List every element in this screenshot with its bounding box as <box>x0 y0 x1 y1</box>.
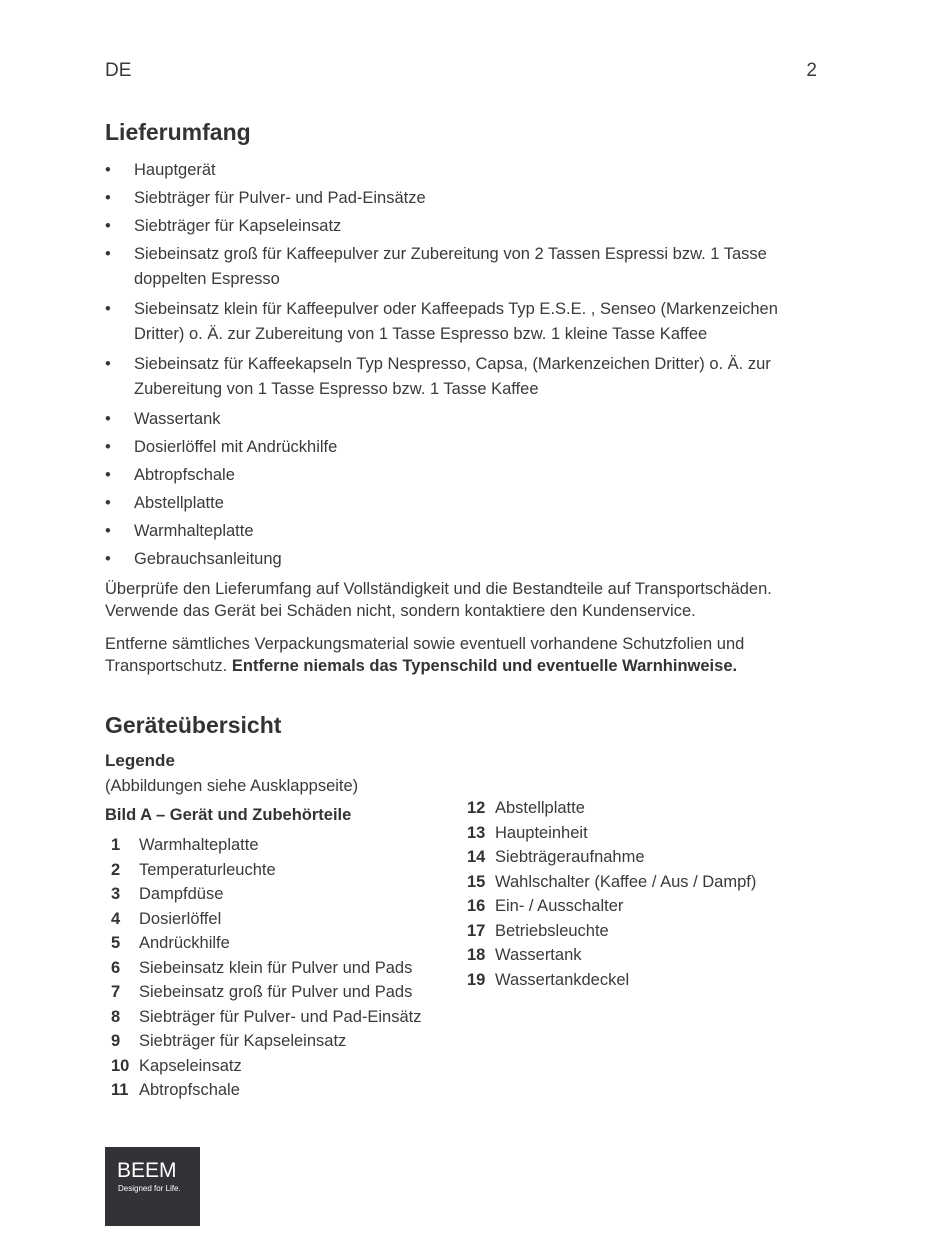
page-number: 2 <box>806 60 817 81</box>
legend-number: 1 <box>111 836 121 854</box>
list-item: • Hauptgerät <box>105 158 817 182</box>
legend-item <box>105 882 465 907</box>
legend-item <box>467 919 817 944</box>
legend-label: Siebträgeraufnahme <box>495 848 645 866</box>
legend-label: Wassertankdeckel <box>495 970 630 989</box>
legend-item <box>467 870 817 895</box>
legend-number: 3 <box>111 885 121 903</box>
beem-logo <box>105 1147 200 1226</box>
bild-a-title: Bild A – Gerät und Zubehörteile <box>105 806 352 824</box>
legend-label: Warmhalteplatte <box>139 836 259 854</box>
legend-item <box>105 956 465 981</box>
geraeteuebersicht-title: Geräteübersicht <box>105 712 282 738</box>
legend-number: 6 <box>111 958 121 977</box>
legend-label: Haupteinheit <box>495 823 588 842</box>
list-item: • Siebträger für Kapseleinsatz <box>105 214 817 238</box>
list-item: • Abstellplatte <box>105 491 817 515</box>
legend-label: Betriebsleuchte <box>495 921 609 940</box>
legend-number: 2 <box>111 860 121 879</box>
legend-number: 19 <box>467 970 486 989</box>
legend-number: 12 <box>467 799 486 817</box>
legend-number: 5 <box>111 934 121 952</box>
legend-label: Siebträger für Kapseleinsatz <box>139 1032 347 1050</box>
lieferumfang-section <box>105 120 817 677</box>
legend-number: 14 <box>467 848 486 866</box>
legend-list-left <box>105 833 465 1103</box>
legend-label: Temperaturleuchte <box>139 860 276 879</box>
list-item: • Gebrauchsanleitung <box>105 547 817 571</box>
legend-item <box>105 931 465 956</box>
legend-label: Siebeinsatz groß für Pulver und Pads <box>139 983 413 1001</box>
legend-item <box>467 796 817 821</box>
list-item: • Dosierlöffel mit Andrückhilfe <box>105 435 817 459</box>
legend-item <box>467 968 817 993</box>
legend-number: 13 <box>467 823 486 842</box>
list-item: • Abtropfschale <box>105 463 817 487</box>
logo-tagline: Designed for Life. <box>118 1184 181 1193</box>
legend-label: Siebträger für Pulver- und Pad-Einsätz <box>139 1007 422 1026</box>
legend-number: 17 <box>467 921 486 940</box>
legend-item <box>105 1054 465 1079</box>
legend-number: 18 <box>467 946 486 964</box>
legende-title: Legende <box>105 751 175 770</box>
packaging-text: Entferne sämtliches Verpackungsmaterial sowie eventuell vorhandene Schutzfolien und Transportschutz. <box>105 635 745 675</box>
legend-label: Dampfdüse <box>139 885 224 903</box>
legend-label: Ein- / Ausschalter <box>495 897 624 915</box>
check-paragraph: Überprüfe den Lieferumfang auf Vollständigkeit und die Bestandteile auf Transportschäden. Verwende das Gerät bei Schäden nicht, sondern kontaktiere den Kundenservice. <box>105 580 772 620</box>
legend-label: Abtropfschale <box>139 1081 240 1099</box>
packaging-paragraph <box>105 633 817 677</box>
legend-list-right <box>467 796 817 992</box>
legend-number: 15 <box>467 872 486 891</box>
lieferumfang-list <box>105 158 817 571</box>
legend-column-right <box>467 796 817 992</box>
legend-label: Wahlschalter (Kaffee / Aus / Dampf) <box>495 872 757 891</box>
list-item: • Wassertank <box>105 407 817 431</box>
warning-text: Entferne niemals das Typenschild und eventuelle Warnhinweise. <box>231 657 738 675</box>
legend-label: Siebeinsatz klein für Pulver und Pads <box>139 958 413 977</box>
lieferumfang-title: Lieferumfang <box>105 119 251 145</box>
legend-item <box>467 943 817 968</box>
list-item: • Siebeinsatz groß für Kaffeepulver zur Zubereitung von 2 Tassen Espressi bzw. 1 Tasse doppelten Espresso <box>105 242 817 292</box>
legend-item <box>105 980 465 1005</box>
legend-item <box>105 858 465 883</box>
list-item: • Siebeinsatz für Kaffeekapseln Typ Nespresso, Capsa, (Markenzeichen Dritter) o. Ä. zur Zubereitung von 1 Tasse Espresso bzw. 1 Tasse Kaffee <box>105 352 817 402</box>
legend-number: 4 <box>111 909 121 928</box>
legend-item <box>467 894 817 919</box>
geraeteuebersicht-section <box>105 712 817 1099</box>
legend-number: 9 <box>111 1032 121 1050</box>
legend-column-left <box>105 806 465 1103</box>
legend-label: Dosierlöffel <box>139 909 222 928</box>
legend-item <box>105 1029 465 1054</box>
legend-label: Andrückhilfe <box>139 934 230 952</box>
legend-item <box>467 845 817 870</box>
legend-label: Abstellplatte <box>495 799 585 817</box>
list-item: • Siebeinsatz klein für Kaffeepulver oder Kaffeepads Typ E.S.E. , Senseo (Markenzeichen Dritter) o. Ä. zur Zubereitung von 1 Tasse Espresso bzw. 1 kleine Tasse Kaffee <box>105 297 817 347</box>
legend-number: 11 <box>111 1081 129 1099</box>
legend-item <box>105 1005 465 1030</box>
legend-number: 16 <box>467 897 486 915</box>
list-item: • Warmhalteplatte <box>105 519 817 543</box>
legend-item <box>105 833 465 858</box>
legend-label: Kapseleinsatz <box>139 1056 242 1075</box>
legende-note: (Abbildungen siehe Ausklappseite) <box>105 777 359 795</box>
legend-item <box>105 907 465 932</box>
language-code: DE <box>105 60 132 81</box>
legend-item <box>467 821 817 846</box>
list-item: • Siebträger für Pulver- und Pad-Einsätze <box>105 186 817 210</box>
legend-number: 7 <box>111 983 121 1001</box>
legend-number: 10 <box>111 1056 130 1075</box>
legend-number: 8 <box>111 1007 121 1026</box>
legend-label: Wassertank <box>495 946 582 964</box>
legend-item <box>105 1078 465 1103</box>
logo-brand: BEEM <box>117 1159 177 1182</box>
